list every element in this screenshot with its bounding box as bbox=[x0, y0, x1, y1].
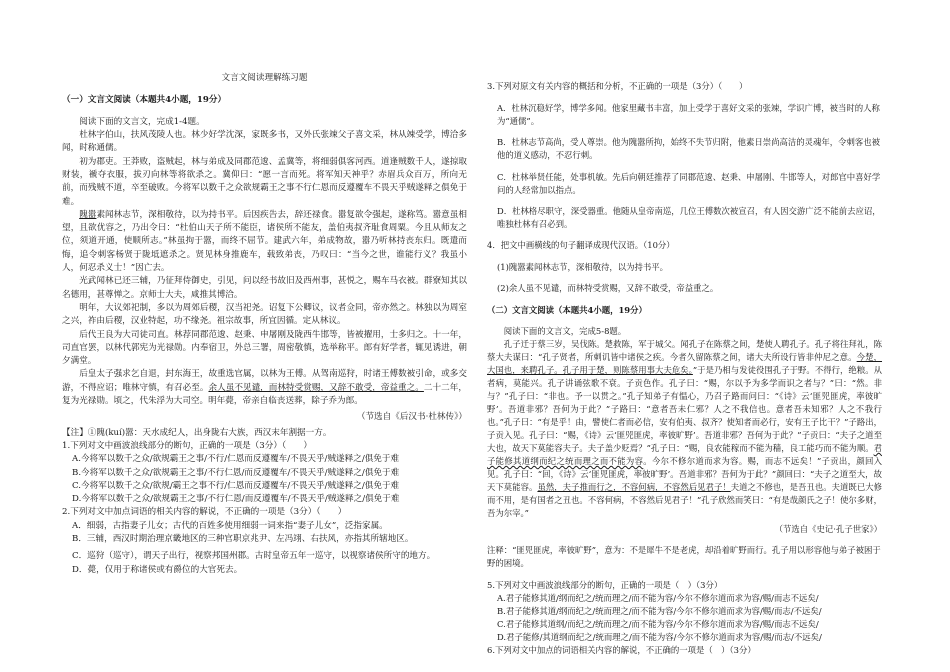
page-title: 文言文阅读理解练习题 bbox=[221, 73, 308, 83]
q3-stem: 3.下列对原文有关内容的概括和分析，不正确的一项是（3分）（ ） bbox=[487, 81, 748, 92]
q3-option-c: C．杜林举贤任能，处事机敏。先后向朝廷推荐了同郡范逡、赵秉、申屠刚、牛邯等人，对郎官中喜好学问的人经常加以指点。 bbox=[497, 171, 881, 195]
passage1-para7-underlined: 余人虽不见谴，而林特受赏赐，又辞不敢受，帝益重之。 bbox=[208, 382, 424, 393]
right-column bbox=[487, 72, 882, 657]
passage1-source: （节选自《后汉书·杜林传》） bbox=[356, 412, 467, 423]
passage1-para3-underlined-start: 隗嚣 bbox=[79, 209, 97, 220]
q5-option-a: A.君子能修其道/纲而纪之/统而理之/而不能为容/今尔不修尔道而求为容/赐/而志不远矣/ bbox=[497, 592, 819, 603]
q1-stem: 1.下列对文中画波浪线部分的断句，正确的一项是（3分）（ ） bbox=[62, 440, 312, 451]
section2-heading: （二）文言文阅读（本题共4小题，19分） bbox=[487, 304, 647, 315]
q6-stem: 6.下列对文中加点的词语相关内容的解说，不正确的一项是（ ）（3分） bbox=[487, 644, 756, 655]
passage1-para7-text-a: 后皇太子强求乞自退，封东海王，故重选官属，以林为王傅。从驾南巡狩，时诸王傅数被引命，或多交游，不得应诏；唯林守慎，有召必至。 bbox=[62, 369, 467, 393]
section1-instructions: 阅读下面的文言文，完成1-4题。 bbox=[79, 116, 205, 127]
q1-option-d: D.今将军以数千之众/欲规霸王之事/不行仁恩/而反遵覆车/不畏天乎/贼遂释之/俱免于难 bbox=[72, 494, 400, 505]
section1-heading: （一）文言文阅读（本题共4小题，19分） bbox=[62, 94, 227, 105]
passage2-wavy-line: 君子能修其道纲而纪之统而理之而不能为容 bbox=[487, 442, 882, 466]
passage1-note: 【注】①隗(kuí)嚣：天水成纪人，出身陇右大族，西汉末年割据一方。 bbox=[62, 427, 332, 438]
q2-option-d: D．薨，仅用于称诸侯或有爵位的大官死去。 bbox=[72, 564, 243, 575]
q5-stem: 5.下列对文中画波浪线部分的断句，正确的一项是（ ）（3分） bbox=[487, 579, 723, 590]
q2-option-b: B．三辅，西汉时期治理京畿地区的三种官职京兆尹、左冯翊、右扶风，亦指其所辖地区。 bbox=[72, 533, 414, 544]
q4-stem: 4．把文中画横线的句子翻译成现代汉语。（10分） bbox=[487, 240, 675, 251]
q2-option-c: C．巡狩（巡守），谓天子出行，视察邦国州郡。古时皇帝五年一巡守，以视察诸侯所守的地方。 bbox=[72, 551, 436, 562]
passage2-source: （节选自《史记·孔子世家》） bbox=[774, 523, 882, 534]
q2-option-a: A．细弱，古指妻子儿女；古代的百姓多使用细弱一词来指“妻子儿女”，泛指家属。 bbox=[72, 520, 388, 531]
passage1-para2: 初为郡吏。王莽败，盗贼起，林与弟成及同郡范逡、孟冀等，将细弱俱客河西。道逢贼数千人，遂掠取财装，褫夺衣服，拔刃向林等将欲杀之。冀仰曰：“愿一言而死。将军知天神乎？赤眉兵众百万，所向无前，而残贼不道，卒至破败。今将军以数千之众欲规霸王之事不行仁恩而反遵覆车不畏天乎贼遂释之俱免于难。 bbox=[62, 156, 467, 207]
q5-option-d: D.君子能修/其道纲而纪之/统而理之/而不能为容/今尔不修尔道而求为容/赐/而志/不远矣/ bbox=[497, 631, 822, 642]
passage1-para3 bbox=[62, 209, 467, 275]
passage1-para6: 后代王良为大司徒司直。林荐同郡范逡、赵秉、申屠刚及陇西牛邯等，皆被擢用，士多归之。十一年，司直官罢，以林代郭宪为光禄勋。内奉宿卫，外总三署，周密敬慎，选举称平。郎有好学者，辄见诱进，朝夕满堂。 bbox=[62, 329, 467, 367]
passage2-para1 bbox=[487, 338, 882, 520]
passage2-text-1: 孔子迁于蔡三岁，吴伐陈。楚救陈，军于城父。闻孔子在陈蔡之间，楚使人聘孔子。孔子将往拜礼，陈蔡大夫谋曰：“孔子贤者，所刺讥皆中诸侯之疾。今者久留陈蔡之间，诸大夫所设行皆非仲尼之意。 bbox=[487, 338, 882, 362]
q3-option-d: D．杜林格尽职守，深受器重。他随从皇帝南巡，几位王傅数次被宣召，有人因交游广泛不能前去应诏，唯独杜林有召必到。 bbox=[497, 205, 881, 229]
q3-option-b: B．杜林志节高尚，受人尊崇。他为隗嚣所拘，始终不失节归附，他素日崇尚高洁的灵魂年，令刺客也被他的道义感动，不忍行刺。 bbox=[497, 137, 881, 161]
q4-item-2: (2)余人虽不见谴，而林特受赏赐，又辞不敢受，帝益重之。 bbox=[497, 283, 719, 294]
passage1-para1: 杜林字伯山，扶风茂陵人也。林少好学沈深，家既多书，又外氏张竦父子喜文采，林从竦受学，博洽多闻，时称通儒。 bbox=[62, 130, 467, 154]
q3-option-a: A．杜林沉稳好学，博学多闻。他家里藏书丰富，加上受学于喜好文采的张竦，学识广博，被当时的人称为“通儒”。 bbox=[497, 102, 880, 126]
q5-option-c: C.君子能修其道纲/而纪之/统而理之/而不能为容/今尔不修尔道而求为容/赐/而志不远矣/ bbox=[497, 618, 819, 629]
passage2-text-4: 夫道之不修也，是吾丑也。夫道既已大修而不用，是有国者之丑也。不容何病，不容然后见君子！”孔子欣然而笑曰：“有是哉颜氏之子！使尔多财，吾为尔宰。” bbox=[487, 481, 883, 518]
passage1-para3-text: 素闻林志节，深相敬待，以为持书平。后因疾告去，辞还禄食。嚣复欲令强起，遂称笃。嚣意虽相望，且欲优容之，乃出令曰：“杜伯山天子所不能臣，诸侯所不能友，盖伯夷叔齐耻食周粟。今且从师友之位，须道开通，使顺所志。”林虽拘于嚣，而终不屈节。建武六年，弟成物故，嚣乃听林持丧东归。既遣而悔，追令刺客杨贤于陇坻遮杀之。贤见林身推鹿车，载致弟丧，乃叹曰：“当今之世，谁能行义？我虽小人，何忍杀义士！”因亡去。 bbox=[62, 209, 467, 274]
passage2-text-3: 。今尔不修尔道而求为容。赐，而志不远矣！”子贡出，颜回入见。孔子曰：“回，《诗》云‘匪兕匪虎，率彼旷野’。吾道非邪？吾何为于此？”颜回曰：“夫子之道至大，故天下莫能容。 bbox=[487, 455, 883, 492]
passage1-para4: 光武闻林已还三辅，乃征拜侍御史，引见，问以经书故旧及西州事，甚悦之，赐车马衣被。群寮知其以名德用，甚尊惮之。京师士大夫，咸推其博洽。 bbox=[62, 276, 467, 300]
passage2-text-2: ”于是乃相与发徒役围孔子于野。不得行，绝粮。从者病，莫能兴。孔子讲诵弦歌不衰。子贡色作。孔子曰：“赐，尔以予为多学而识之者与？”曰：“然。非与？”孔子曰：“非也。予一以贯之。”孔子知弟子有愠心，乃召子路而问曰：“《诗》云‘匪兕匪虎，率彼旷野’。吾道非邪？吾何为于此？”子路曰：“意者吾未仁邪？人之不我信也。意者吾未知邪？人之不我行也。”孔子曰：“有是乎！由，譬使仁者而必信，安有伯夷、叔齐？使知者而必行，安有王子比干？”子路出，子贡入见。孔子曰：“赐，《诗》云‘匪兕匪虎，率彼旷野’。吾道非邪？吾何为于此？”子贡曰：“夫子之道至大也，故天下莫能容夫子。夫子盖少贬焉？”孔子曰：“赐，良农能稼而不能为穑，良工能巧而不能为顺。 bbox=[487, 364, 883, 453]
q1-option-b: B.今将军以数千之众/欲规霸王之事/不行仁恩/而反遵覆车/不畏天乎/贼遂释之/俱免于难 bbox=[72, 467, 400, 478]
passage2-underlined-1: 今楚，大国也，来聘孔子。孔子用于楚，则陈蔡用事大夫危矣。 bbox=[487, 351, 883, 375]
passage2-underlined-2: 虽然，夫子推而行之，不容何病，不容然后见君子！ bbox=[537, 481, 731, 492]
q4-item-1: (1)隗嚣素闻林志节，深相敬待，以为持书平。 bbox=[497, 261, 668, 272]
q1-option-a: A.今将军以数千之众/欲规霸王之事/不行/仁恩而反遵覆车/不畏天乎/贼遂释之/俱免于难 bbox=[72, 454, 400, 465]
q2-stem: 2.下列对文中加点词语的相关内容的解说，不正确的一项是（3分）（ ） bbox=[62, 507, 347, 518]
passage1-para7-text-c: 二十二年，复为光禄勋。顷之，代朱浮为大司空。明年薨，帝亲自临丧送葬，除子乔为郎。 bbox=[62, 382, 467, 407]
passage1-para7 bbox=[62, 368, 467, 408]
left-column bbox=[62, 72, 467, 577]
passage2-note: 注释：“匪兕匪虎，率彼旷野”，意为：不是犀牛不是老虎，却沿着旷野而行。孔子用以形容他与弟子被困于野的困境。 bbox=[487, 545, 881, 569]
q1-option-c: C.今将军以数千之众/欲规/霸王之事不行/仁恩而反遵覆车/不畏天乎/贼遂释之/俱免于难 bbox=[72, 480, 400, 491]
section2-instructions: 阅读下面的文言文，完成5-8题。 bbox=[503, 325, 627, 336]
q5-option-b: B.君子能修其道/纲而纪之/统而理之/而不能为容/今尔不修尔道而求为容/赐/而志/不远矣/ bbox=[497, 605, 822, 616]
passage1-para5: 明年，大议郊祀制，多以为周郊后稷，汉当祀尧。诏复下公卿议，议者佥同，帝亦然之。林独以为周室之兴，祚由后稷，汉业特起，功不缘尧。祖宗故事，所宜因循。定从林议。 bbox=[62, 302, 467, 327]
